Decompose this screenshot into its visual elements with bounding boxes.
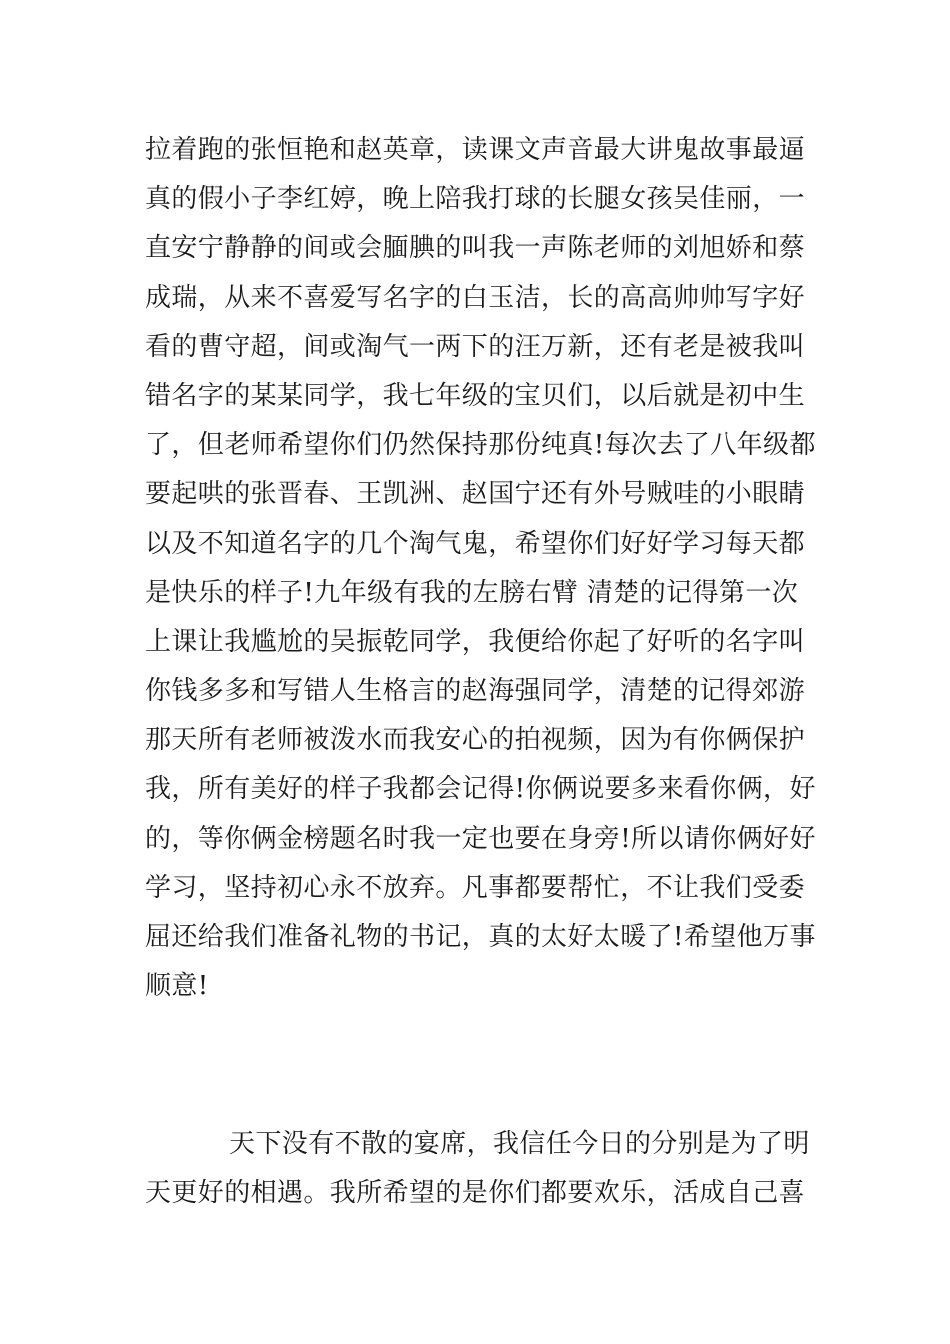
text-line: 成瑞，从来不喜爱写名字的白玉洁，长的高高帅帅写字好	[145, 282, 806, 313]
text-line: 了，但老师希望你们仍然保持那份纯真!每次去了八年级都	[145, 430, 816, 461]
text-line: 顺意!	[145, 971, 209, 1002]
text-line: 以及不知道名字的几个淘气鬼，希望你们好好学习每天都	[145, 528, 806, 559]
text-line: 你钱多多和写错人生格言的赵海强同学，清楚的记得郊游	[145, 676, 806, 707]
text-line: 屈还给我们准备礼物的书记，真的太好太暖了!希望他万事	[145, 922, 816, 952]
paragraph-2	[145, 1120, 810, 1218]
text-line: 的，等你俩金榜题名时我一定也要在身旁!所以请你俩好好	[145, 823, 816, 854]
text-line: 学习，坚持初心永不放弃。凡事都要帮忙，不让我们受委	[145, 872, 806, 903]
text-line: 拉着跑的张恒艳和赵英章，读课文声音最大讲鬼故事最逼	[145, 135, 806, 165]
text-line: 真的假小子李红婷，晚上陪我打球的长腿女孩吴佳丽，一	[145, 184, 806, 215]
text-line: 我，所有美好的样子我都会记得!你俩说要多来看你俩，好	[145, 774, 816, 805]
text-line: 错名字的某某同学，我七年级的宝贝们，以后就是初中生	[145, 380, 806, 411]
text-line: 要起哄的张晋春、王凯洲、赵国宁还有外号贼哇的小眼睛	[145, 479, 806, 510]
text-line: 直安宁静静的间或会腼腆的叫我一声陈老师的刘旭娇和蔡	[145, 233, 806, 264]
paragraph-1	[145, 126, 816, 1011]
text-line: 看的曹守超，间或淘气一两下的汪万新，还有老是被我叫	[145, 331, 806, 362]
text-line: 是快乐的样子!九年级有我的左膀右臂 清楚的记得第一次	[145, 577, 799, 608]
text-line: 天更好的相遇。我所希望的是你们都要欢乐，活成自己喜	[145, 1178, 806, 1209]
text-line: 那天所有老师被泼水而我安心的拍视频，因为有你俩保护	[145, 725, 806, 756]
text-line: 上课让我尴尬的吴振乾同学，我便给你起了好听的名字叫	[145, 626, 806, 657]
text-line: 天下没有不散的宴席，我信任今日的分别是为了明	[229, 1129, 810, 1159]
